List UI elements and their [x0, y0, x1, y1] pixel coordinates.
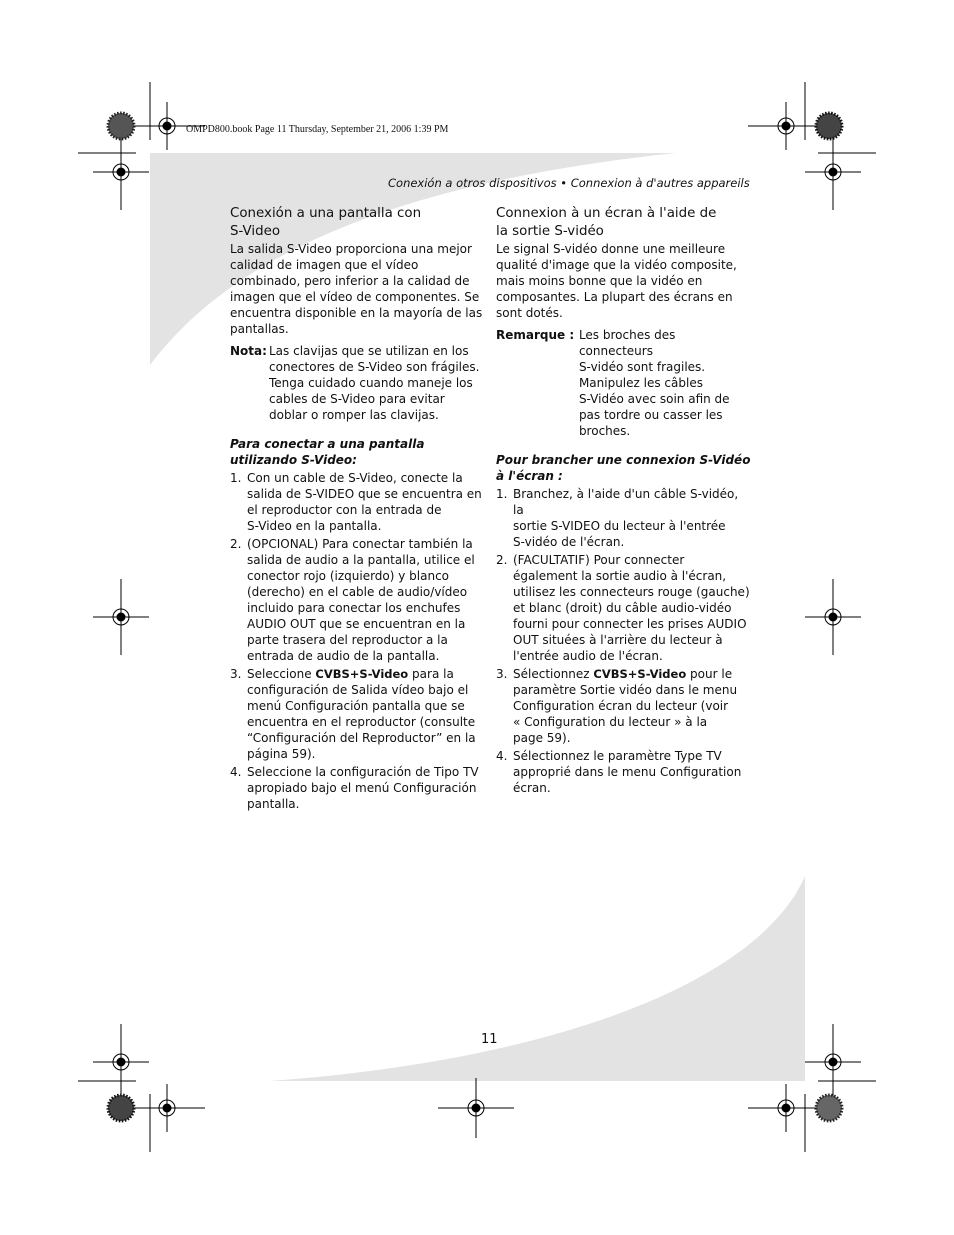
list-item: 1. Con un cable de S-Video, conecte la salida de S-VIDEO que se encuentra en el reproductor con la entrada de S-Video en la pantalla.: [230, 471, 482, 533]
spanish-note: [230, 343, 485, 423]
spanish-steps: [230, 470, 485, 812]
spanish-column: [230, 205, 485, 812]
book-print-info: OMPD800.book Page 11 Thursday, September 21, 2006 1:39 PM: [186, 124, 449, 135]
color-calibration-disc-tl: [108, 113, 134, 139]
bottom-swoosh: [270, 876, 805, 1081]
spanish-section-title: Conexión a una pantalla con S-Video: [230, 206, 422, 239]
note-label: Remarque :: [496, 328, 575, 342]
french-steps: [496, 486, 751, 796]
french-section-title: Connexion à un écran à l'aide de la sortie S-vidéo: [496, 206, 717, 239]
spanish-intro: La salida S-Video proporciona una mejor calidad de imagen que el vídeo combinado, pero inferior a la calidad de imagen que el vídeo de componentes. Se encuentra disponible en la mayoría de las pantallas.: [230, 242, 483, 336]
color-calibration-disc-bl: [108, 1095, 134, 1121]
color-calibration-disc-br: [816, 1095, 842, 1121]
page-number: 11: [481, 1032, 498, 1047]
list-item: 4. Sélectionnez le paramètre Type TV approprié dans le menu Configuration écran.: [496, 749, 742, 795]
list-item: 1. Branchez, à l'aide d'un câble S-vidéo, la sortie S-VIDEO du lecteur à l'entrée S-vidéo de l'écran.: [496, 487, 739, 549]
note-label: Nota:: [230, 344, 267, 358]
setting-value: CVBS+S-Video: [315, 667, 409, 681]
list-item: 3. Sélectionnez CVBS+S-Video pour le paramètre Sortie vidéo dans le menu Configuration écran du lecteur (voir « Configuration du lecteur » à la page 59).: [496, 667, 738, 745]
list-item: 4. Seleccione la configuración de Tipo TV apropiado bajo el menú Configuración pantalla.: [230, 765, 479, 811]
french-note: [496, 327, 751, 439]
list-item: 2. (OPCIONAL) Para conectar también la salida de audio a la pantalla, utilice el conector rojo (izquierdo) y blanco (derecho) en el cable de audio/vídeo incluido para conectar los enchufes AUDIO OUT que se encuentran en la parte trasera del reproductor a la entrada de audio de la pantalla.: [230, 537, 475, 663]
spanish-procedure-heading: Para conectar a una pantalla utilizando S-Video:: [230, 437, 425, 467]
running-head: Conexión a otros dispositivos • Connexion à d'autres appareils: [388, 176, 750, 190]
note-text: Las clavijas que se utilizan en los conectores de S-Video son frágiles. Tenga cuidado cuando maneje los cables de S-Video para evitar doblar o romper las clavijas.: [269, 344, 480, 422]
note-text: Les broches des connecteurs S-vidéo sont fragiles. Manipulez les câbles S-Vidéo avec soin afin de pas tordre ou casser les broches.: [578, 328, 730, 438]
list-item: 2. (FACULTATIF) Pour connecter également la sortie audio à l'écran, utilisez les connecteurs rouge (gauche) et blanc (droit) du câble audio-vidéo fourni pour connecter les prises AUDIO OUT situées à l'arrière du lecteur à l'entrée audio de l'écran.: [496, 553, 750, 663]
setting-value: CVBS+S-Video: [593, 667, 687, 681]
french-column: [496, 205, 751, 796]
color-calibration-disc-tr: [816, 113, 842, 139]
french-procedure-heading: Pour brancher une connexion S-Vidéo à l'écran :: [496, 453, 751, 483]
list-item: 3. Seleccione CVBS+S-Video para la configuración de Salida vídeo bajo el menú Configuración pantalla que se encuentra en el reproductor (consulte “Configuración del Reproductor” en la página 59).: [230, 667, 476, 761]
french-intro: Le signal S-vidéo donne une meilleure qualité d'image que la vidéo composite, mais moins bonne que la vidéo en composantes. La plupart des écrans en sont dotés.: [496, 242, 737, 320]
